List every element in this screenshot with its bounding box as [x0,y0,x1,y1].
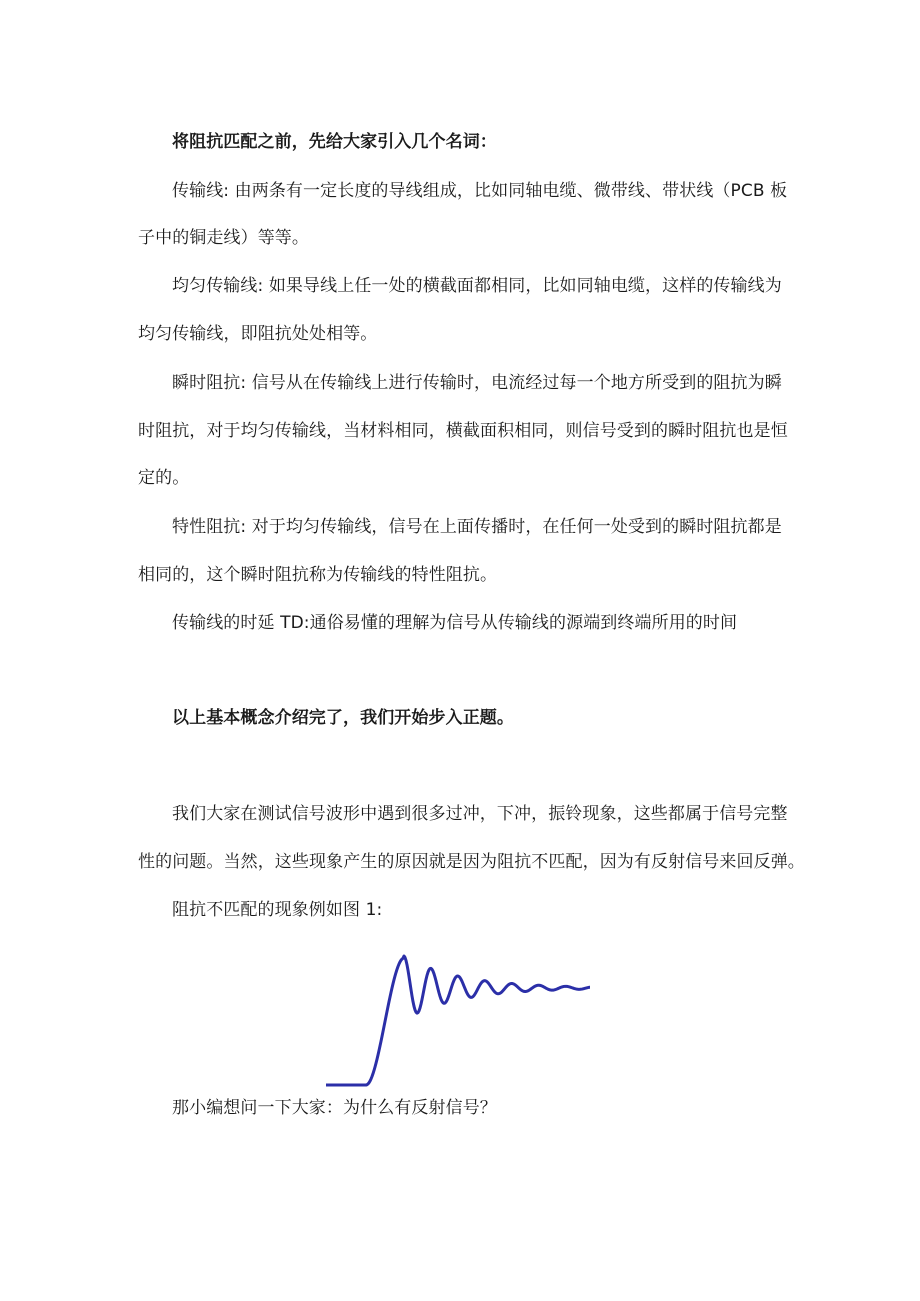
term-uniform-line-1: 均匀传输线: 如果导线上任一处的横截面都相同，比如同轴电缆，这样的传输线为 [172,276,782,296]
term-instant-impedance-1: 瞬时阻抗: 信号从在传输线上进行传输时，电流经过每一个地方所受到的阻抗为瞬 [172,373,782,393]
body-paragraph-2: 性的问题。当然，这些现象产生的原因就是因为阻抗不匹配，因为有反射信号来回反弹。 [138,852,805,872]
intro-heading: 将阻抗匹配之前，先给大家引入几个名词： [172,132,497,152]
section-heading: 以上基本概念介绍完了，我们开始步入正题。 [172,708,514,728]
closing-question: 那小编想问一下大家：为什么有反射信号？ [172,1098,497,1118]
term-transmission-line-2: 子中的铜走线）等等。 [138,228,309,248]
term-time-delay: 传输线的时延 TD:通俗易懂的理解为信号从传输线的源端到终端所用的时间 [172,613,738,633]
body-paragraph-1: 我们大家在测试信号波形中遇到很多过冲，下冲，振铃现象，这些都属于信号完整 [172,804,788,824]
figure-caption: 阻抗不匹配的现象例如图 1: [172,900,383,920]
term-instant-impedance-3: 定的。 [138,468,190,488]
ringing-waveform-figure [326,950,590,1090]
term-instant-impedance-2: 时阻抗，对于均匀传输线，当材料相同，横截面积相同，则信号受到的瞬时阻抗也是恒 [138,421,788,441]
waveform-line [326,956,590,1085]
term-characteristic-impedance-1: 特性阻抗: 对于均匀传输线，信号在上面传播时，在任何一处受到的瞬时阻抗都是 [172,517,782,537]
term-uniform-line-2: 均匀传输线，即阻抗处处相等。 [138,324,378,344]
term-characteristic-impedance-2: 相同的，这个瞬时阻抗称为传输线的特性阻抗。 [138,565,498,585]
term-transmission-line-1: 传输线: 由两条有一定长度的导线组成，比如同轴电缆、微带线、带状线（PCB 板 [172,181,788,201]
